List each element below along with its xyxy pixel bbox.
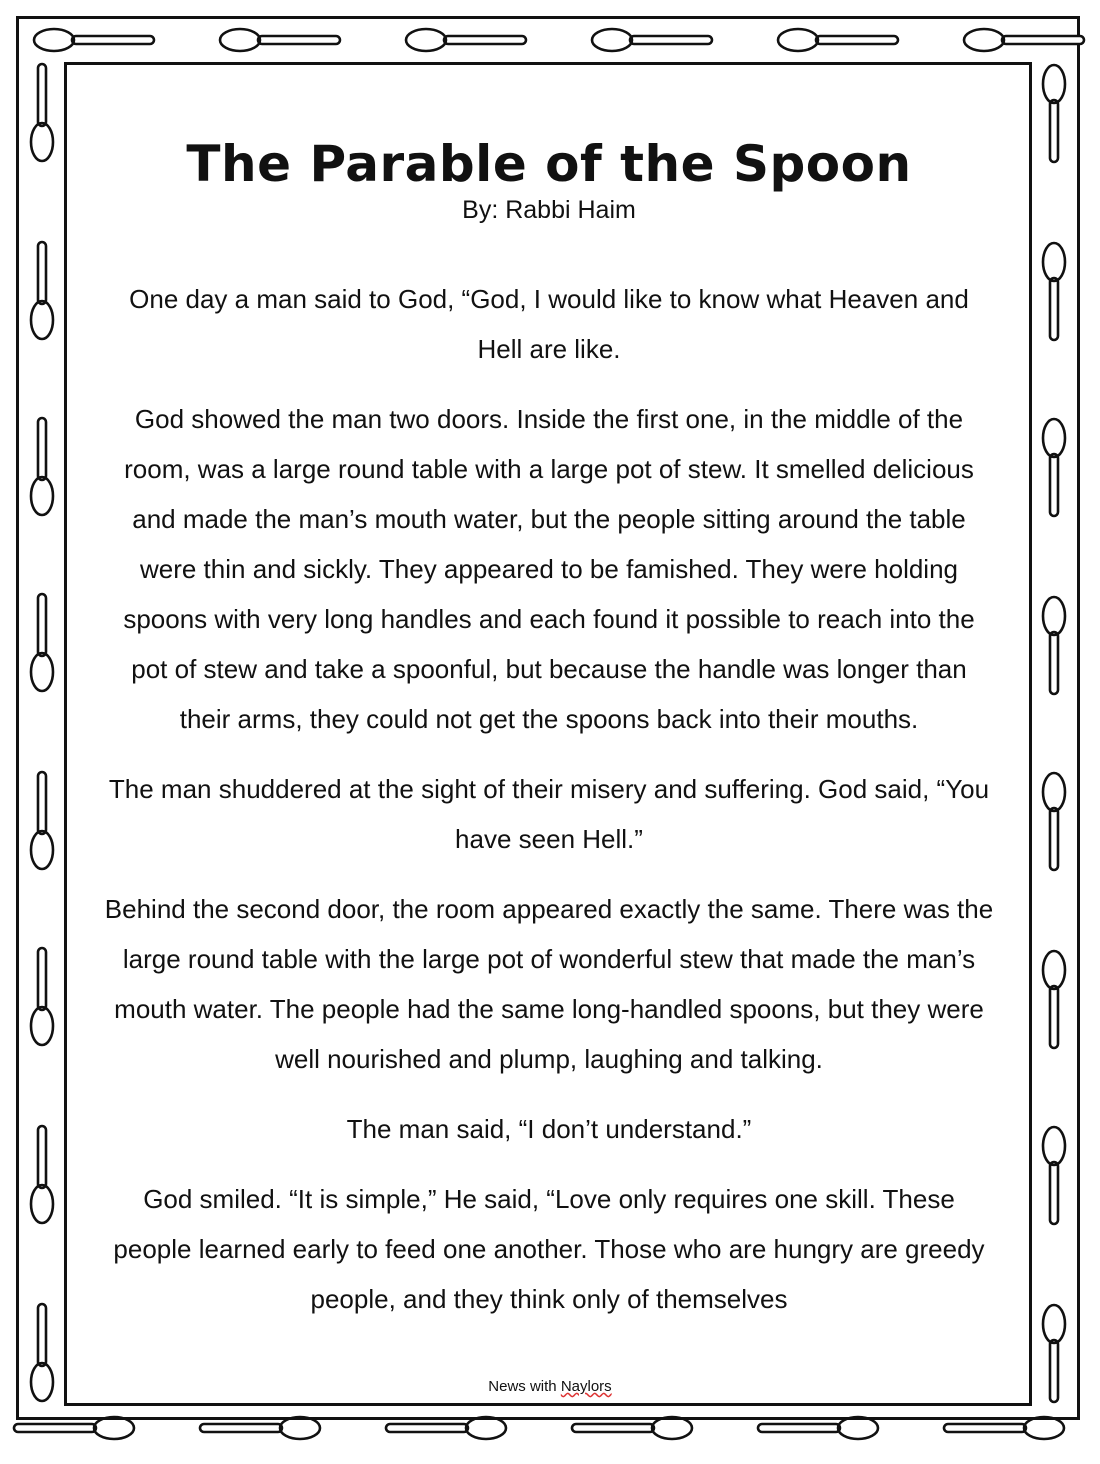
footer-prefix: News with xyxy=(488,1378,561,1395)
page-title: The Parable of the Spoon xyxy=(186,135,912,193)
story-content xyxy=(104,130,994,1344)
spoon-icon xyxy=(31,418,53,515)
spoon-icon xyxy=(31,1126,53,1223)
spoon-icon xyxy=(1043,951,1065,1048)
spoon-icon xyxy=(34,29,154,51)
paragraph: God showed the man two doors. Inside the first one, in the middle of the room, was a large round table with a large pot of stew. It smelled delicious and made the man’s mouth water, but the people sitting around the table were thin and sickly. They appeared to be famished. They were holding spoons with very long handles and each found it possible to reach into the pot of stew and take a spoonful, but because the handle was longer than their arms, they could not get the spoons back into their mouths. xyxy=(123,404,975,734)
spoon-icon xyxy=(386,1417,506,1439)
footer-brand: Naylors xyxy=(560,1378,612,1395)
paragraph: Behind the second door, the room appeared exactly the same. There was the large round table with the large pot of wonderful stew that made the man’s mouth water. The people had the same long-handled spoons, but they were well nourished and plump, laughing and talking. xyxy=(104,894,994,1074)
spoon-icon xyxy=(1043,773,1065,870)
spoon-icon xyxy=(1043,597,1065,694)
spoon-icon xyxy=(31,594,53,691)
spoon-icon xyxy=(964,29,1084,51)
spoon-icon xyxy=(1043,419,1065,516)
spoon-icon xyxy=(31,64,53,161)
spoon-icon xyxy=(592,29,712,51)
spoon-icon xyxy=(572,1417,692,1439)
spoon-icon xyxy=(200,1417,320,1439)
spoon-icon xyxy=(220,29,340,51)
spoon-icon xyxy=(944,1417,1064,1439)
byline: By: Rabbi Haim xyxy=(462,196,636,224)
paragraph: The man said, “I don’t understand.” xyxy=(346,1114,752,1144)
spoon-icon xyxy=(31,242,53,339)
spoon-icon xyxy=(31,772,53,869)
footer-credit xyxy=(0,1378,1100,1395)
paragraph: The man shuddered at the sight of their misery and suffering. God said, “You have seen Hell.” xyxy=(108,774,990,854)
paragraph: One day a man said to God, “God, I would like to know what Heaven and Hell are like. xyxy=(129,284,969,364)
spoon-icon xyxy=(778,29,898,51)
spoon-icon xyxy=(31,948,53,1045)
spoon-icon xyxy=(1043,1127,1065,1224)
spoon-icon xyxy=(1043,65,1065,162)
paragraph: God smiled. “It is simple,” He said, “Love only requires one skill. These people learned early to feed one another. Those who are hungry are greedy people, and they think only of themselves xyxy=(113,1184,985,1314)
spoon-icon xyxy=(758,1417,878,1439)
spoon-icon xyxy=(14,1417,134,1439)
spoon-icon xyxy=(406,29,526,51)
spoon-icon xyxy=(1043,243,1065,340)
